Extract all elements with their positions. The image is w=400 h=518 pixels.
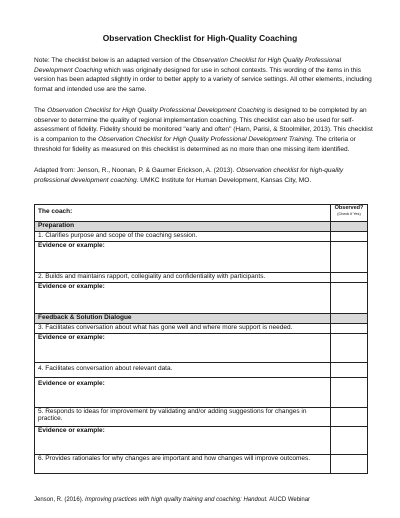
observed-checkbox-cell[interactable] — [331, 232, 368, 242]
footer-text-1: Jenson, R. (2016). — [34, 497, 86, 503]
evidence-row — [35, 283, 368, 314]
item-text: 5. Responds to ideas for improvement by validating and/or adding suggestions for changes in practice. — [35, 408, 331, 427]
item-row — [35, 324, 368, 334]
item-row — [35, 363, 368, 378]
evidence-observed-cell — [331, 378, 368, 408]
evidence-row — [35, 242, 368, 273]
note-text-2: Observation Checklist for High Quality Professional Development Coaching — [34, 57, 342, 74]
evidence-observed-cell — [331, 283, 368, 314]
note-text-1: Note: The checklist below is an adapted version of the — [34, 57, 193, 64]
item-text: 3. Facilitates conversation about what has gone well and where more support is needed. — [35, 324, 331, 334]
section-row-feedback — [35, 314, 368, 324]
evidence-field[interactable]: Evidence or example: — [35, 242, 331, 273]
evidence-field[interactable]: Evidence or example: — [35, 334, 331, 363]
observed-checkbox-cell[interactable] — [331, 455, 368, 474]
item-row — [35, 455, 368, 474]
evidence-field[interactable]: Evidence or example: — [35, 283, 331, 314]
observed-sublabel: (Check if Yes) — [337, 211, 361, 216]
section-row-preparation — [35, 222, 368, 232]
item-text: 2. Builds and maintains rapport, collegiality and confidentiality with participants. — [35, 273, 331, 283]
item-row — [35, 273, 368, 283]
intro-text-2: Observation Checklist for High Quality Professional Development Coaching — [47, 107, 266, 114]
item-text: 4. Facilitates conversation about relevant data. — [35, 363, 331, 378]
footer-text-3: AUCD Webinar — [267, 497, 311, 503]
item-text: 6. Provides rationales for why changes are important and how changes will improve outcomes. — [35, 455, 331, 474]
section-label: Feedback & Solution Dialogue — [35, 314, 331, 324]
observed-header — [331, 205, 368, 222]
footer-text-2: Improving practices with high quality training and coaching: Handout. — [85, 497, 268, 503]
observed-label: Observed? — [334, 205, 364, 211]
observed-checkbox-cell[interactable] — [331, 324, 368, 334]
observed-checkbox-cell[interactable] — [331, 273, 368, 283]
evidence-row — [35, 334, 368, 363]
intro-text-1: The — [34, 107, 48, 114]
observed-checkbox-cell[interactable] — [331, 408, 368, 427]
intro-text-3: is designed to be completed by an observer to determine the quality of regional implementation coaching. This checklist can also be used for self-assessment of fidelity. Fidelity should be monitored "early and often" (Harn, Parisi, & Stoolmiller, 2013). This checklist is a companion to the — [34, 107, 373, 144]
adapted-text-2: Observation checklist for high-quality professional development coaching. — [34, 167, 344, 184]
adapted-from-paragraph — [34, 166, 374, 185]
coach-label: The coach: — [35, 205, 331, 222]
intro-text-4: Observation Checklist for High Quality Professional Development Training — [98, 136, 312, 144]
evidence-observed-cell — [331, 334, 368, 363]
evidence-row — [35, 378, 368, 408]
footer-citation — [34, 497, 310, 503]
item-row — [35, 408, 368, 427]
item-text: 1. Clarifies purpose and scope of the coaching session. — [35, 232, 331, 242]
evidence-field[interactable]: Evidence or example: — [35, 427, 331, 455]
intro-paragraph — [34, 106, 374, 155]
observed-checkbox-cell[interactable] — [331, 363, 368, 378]
note-text-3: which was originally designed for use in school contexts. This wording of the items in this version has been adapted slightly in order to better apply to a variety of service settings. All other elements, including format and intended use are the same. — [34, 66, 372, 94]
checklist-table — [34, 204, 368, 474]
adapted-text-1: Adapted from: Jenson, R., Noonan, P. & Gaumer Erickson, A. (2013). — [34, 167, 237, 174]
item-row — [35, 232, 368, 242]
evidence-row — [35, 427, 368, 455]
adapted-text-3: UMKC Institute for Human Development, Kansas City, MO. — [138, 176, 312, 184]
section-observed-cell — [331, 314, 368, 324]
table-header-row — [35, 205, 368, 222]
evidence-field[interactable]: Evidence or example: — [35, 378, 331, 408]
section-observed-cell — [331, 222, 368, 232]
page-title: Observation Checklist for High-Quality Coaching — [102, 33, 298, 43]
intro-text-5: . The criteria or threshold for fidelity as measured on this checklist is determined as no more than one missing item identified. — [34, 136, 356, 153]
note-paragraph — [34, 56, 374, 95]
section-label: Preparation — [35, 222, 331, 232]
evidence-observed-cell — [331, 427, 368, 455]
evidence-observed-cell — [331, 242, 368, 273]
